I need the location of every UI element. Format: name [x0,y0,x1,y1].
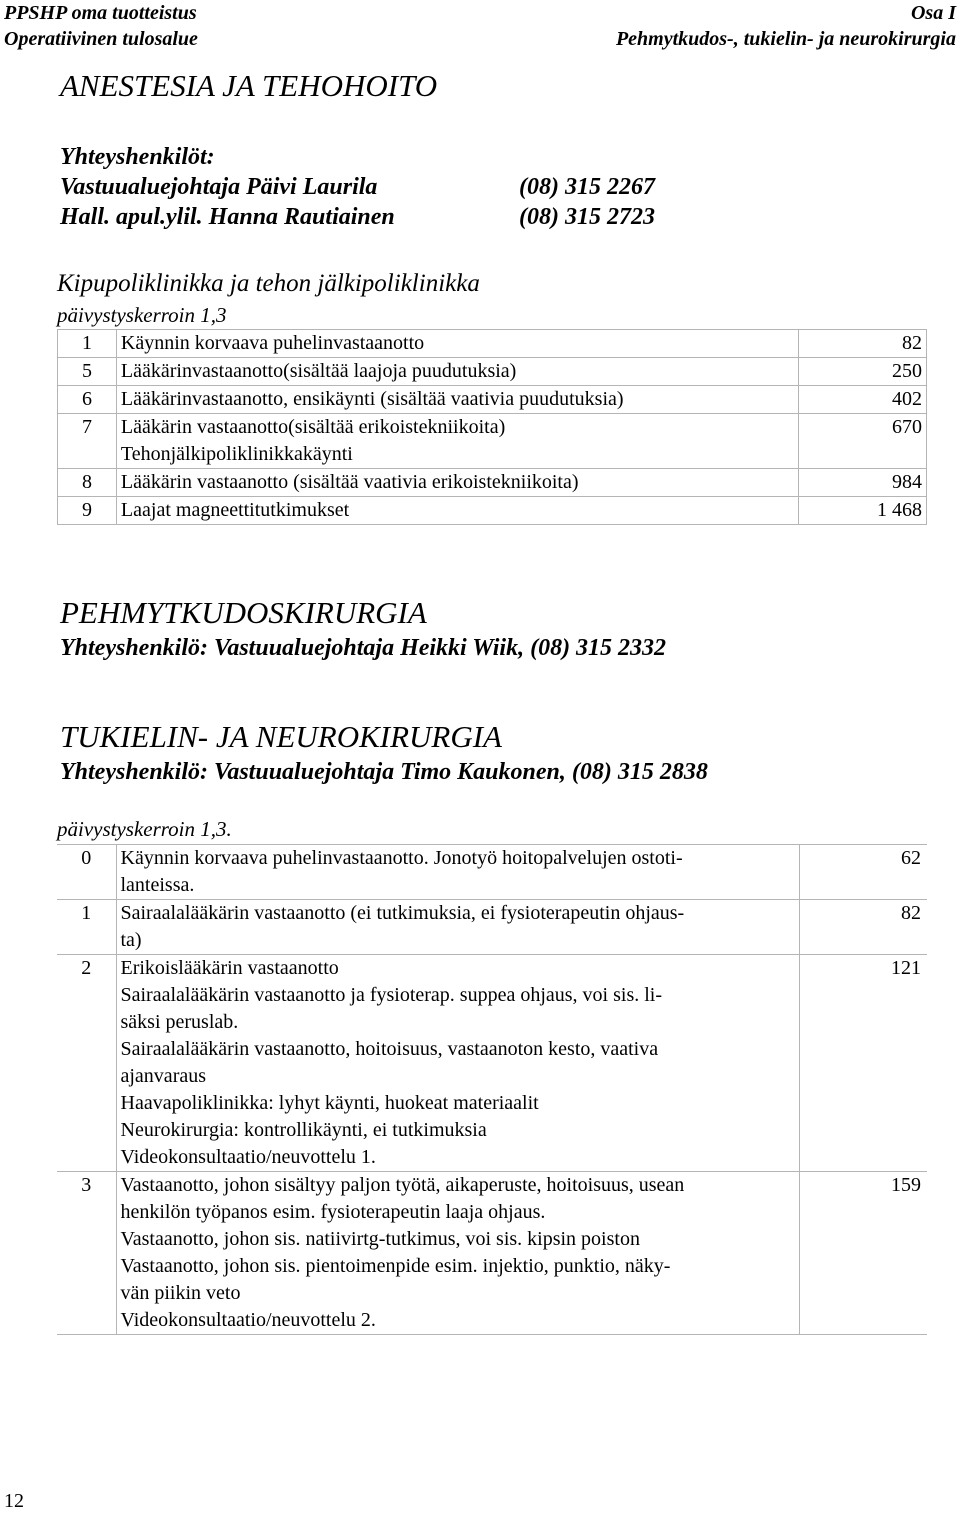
pehmytkudos-title: PEHMYTKUDOSKIRURGIA [60,595,427,630]
row-value: 82 [799,330,927,358]
tukielin-contact: Yhteyshenkilö: Vastuualuejohtaja Timo Kaukonen, (08) 315 2838 [60,759,708,785]
row-description: Käynnin korvaava puhelinvastaanotto. Jonotyö hoitopalvelujen ostoti- lanteissa. [116,845,799,900]
row-value: 82 [799,900,927,955]
table-row [58,358,927,386]
row-value: 402 [799,386,927,414]
kipu-title: Kipupoliklinikka ja tehon jälkipoliklinikka [57,270,480,297]
row-description: Lääkärin vastaanotto(sisältää erikoistekniikoita) Tehonjälkipoliklinikkakäynti [116,414,798,469]
row-description: Käynnin korvaava puhelinvastaanotto [116,330,798,358]
row-number: 5 [58,358,117,386]
row-description: Vastaanotto, johon sisältyy paljon työtä, aikaperuste, hoitoisuus, usean henkilön työpanos esim. fysioterapeutin laaja ohjaus. Vastaanotto, johon sis. natiivirtg-tutkimus, voi sis. kipsin poiston Vastaanotto, johon sis. pientoimenpide esim. injektio, punktio, näky- vän piikin veto Videokonsultaatio/neuvottelu 2. [116,1172,799,1335]
kipu-coefficient: päivystyskerroin 1,3 [57,303,227,327]
tukielin-table [57,844,927,1335]
table-row [58,497,927,525]
row-value: 984 [799,469,927,497]
row-description: Lääkärinvastaanotto, ensikäynti (sisältää vaativia puudutuksia) [116,386,798,414]
row-number: 3 [57,1172,116,1335]
contact-phone: (08) 315 2723 [519,204,655,230]
page-number: 12 [4,1490,24,1512]
row-value: 62 [799,845,927,900]
contact-name: Vastuualuejohtaja Päivi Laurila [60,174,378,200]
contact-name: Hall. apul.ylil. Hanna Rautiainen [60,204,395,230]
row-value: 159 [799,1172,927,1335]
row-number: 8 [58,469,117,497]
kipu-table [57,329,927,525]
table-row [58,386,927,414]
header-section: Pehmytkudos-, tukielin- ja neurokirurgia [615,28,956,50]
table-row [57,955,927,1172]
pehmytkudos-contact: Yhteyshenkilö: Vastuualuejohtaja Heikki Wiik, (08) 315 2332 [60,635,667,661]
header-right [616,0,956,52]
row-number: 7 [58,414,117,469]
row-number: 1 [58,330,117,358]
row-number: 1 [57,900,116,955]
table-row [58,414,927,469]
contact-phone: (08) 315 2267 [519,174,655,200]
header-part: Osa I [910,2,956,24]
table-row [57,900,927,955]
row-description: Lääkärinvastaanotto(sisältää laajoja puudutuksia) [116,358,798,386]
row-value: 121 [799,955,927,1172]
header-left [4,0,198,52]
row-description: Erikoislääkärin vastaanotto Sairaalalääkärin vastaanotto ja fysioterap. suppea ohjaus, voi sis. li- säksi peruslab. Sairaalalääkärin vastaanotto, hoitoisuus, vastaanoton kesto, vaativa ajanvaraus Haavapoliklinikka: lyhyt käynti, huokeat materiaalit Neurokirurgia: kontrollikäynti, ei tutkimuksia Videokonsultaatio/neuvottelu 1. [116,955,799,1172]
table-row [58,469,927,497]
row-number: 0 [57,845,116,900]
row-description: Sairaalalääkärin vastaanotto (ei tutkimuksia, ei fysioterapeutin ohjaus- ta) [116,900,799,955]
row-number: 2 [57,955,116,1172]
table-row [57,1172,927,1335]
row-value: 250 [799,358,927,386]
table-row [58,330,927,358]
row-number: 9 [58,497,117,525]
row-number: 6 [58,386,117,414]
anestesia-contacts-label: Yhteyshenkilöt: [60,144,215,170]
table-row [57,845,927,900]
header-area: Operatiivinen tulosalue [4,28,198,50]
tukielin-coefficient: päivystyskerroin 1,3. [57,817,232,841]
row-description: Laajat magneettitutkimukset [116,497,798,525]
row-value: 1 468 [799,497,927,525]
row-value: 670 [799,414,927,469]
tukielin-title: TUKIELIN- JA NEUROKIRURGIA [60,719,502,754]
anestesia-title: ANESTESIA JA TEHOHOITO [60,68,438,103]
header-org: PPSHP oma tuotteistus [4,2,197,24]
row-description: Lääkärin vastaanotto (sisältää vaativia erikoistekniikoita) [116,469,798,497]
